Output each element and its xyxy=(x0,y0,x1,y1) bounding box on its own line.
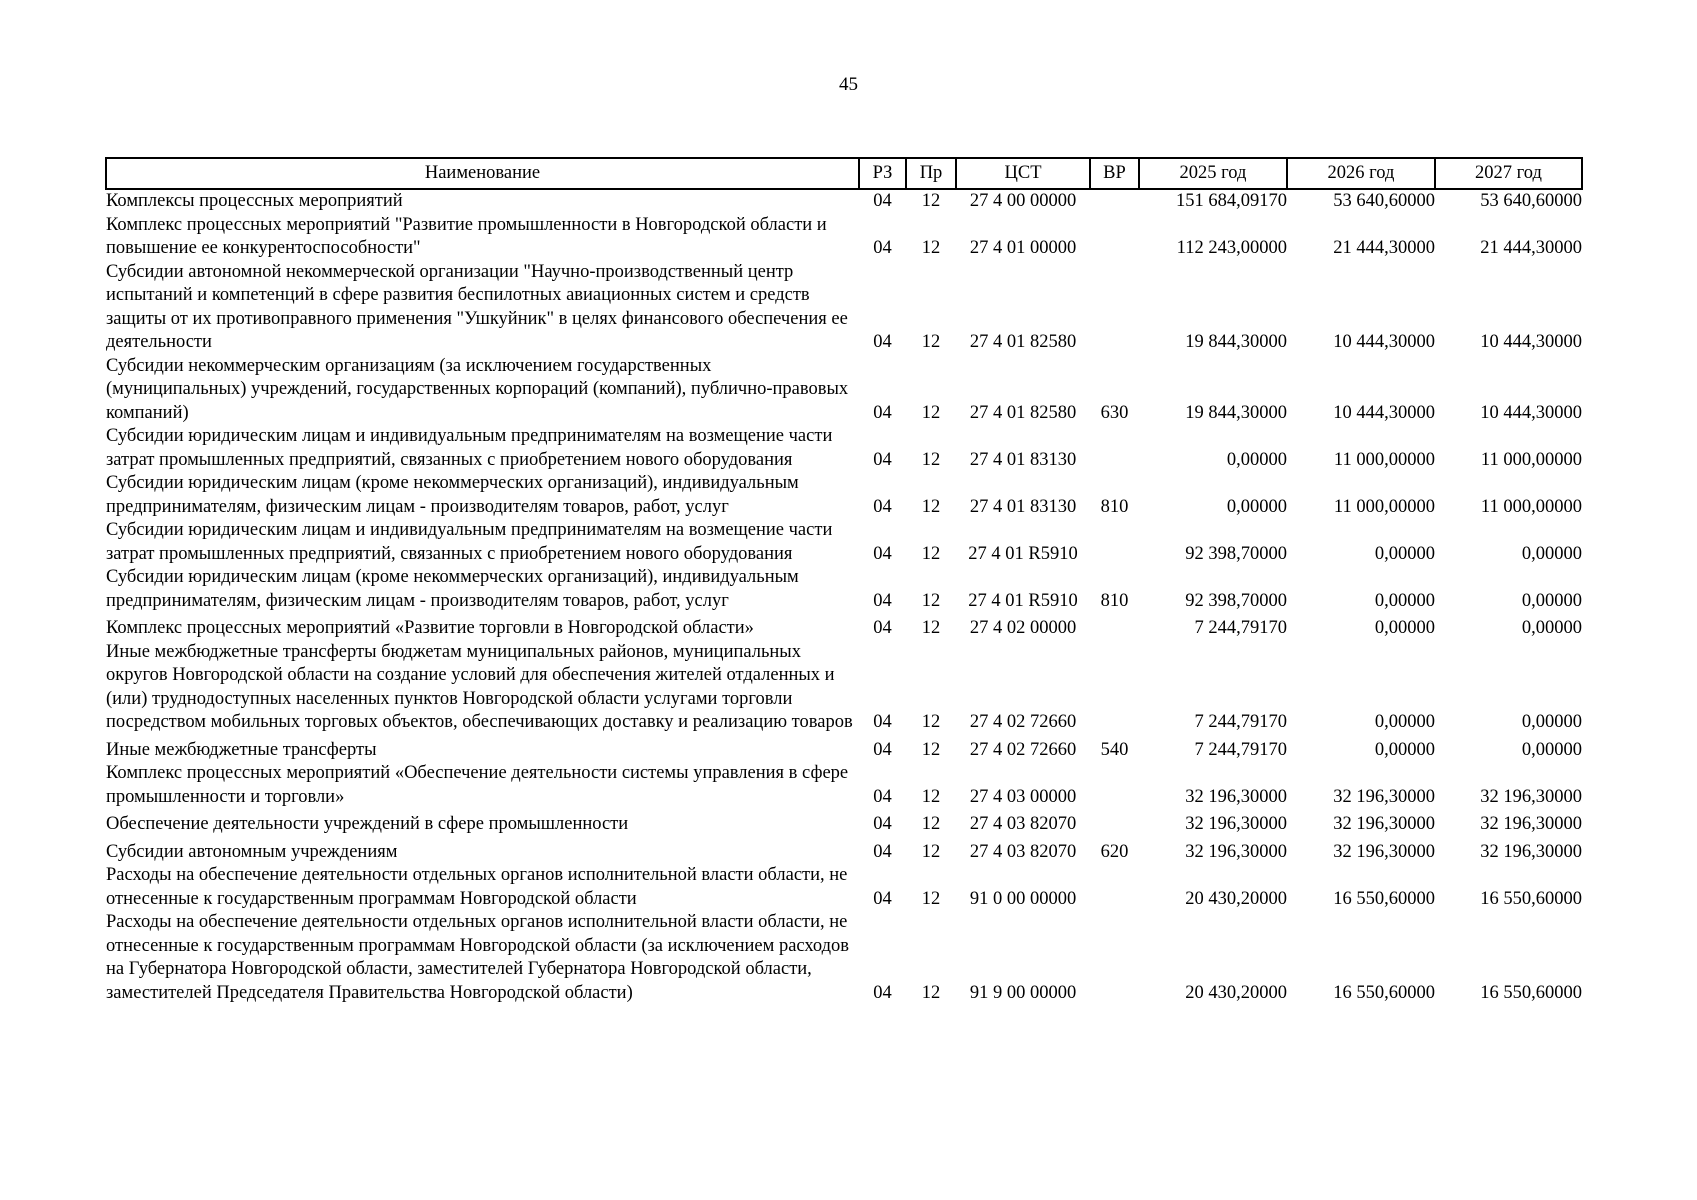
row-2027: 32 196,30000 xyxy=(1480,786,1582,807)
page-number: 45 xyxy=(839,74,858,95)
row-rz: 04 xyxy=(873,712,892,732)
row-name: Субсидии юридическим лицам (кроме некоммерческих организаций), индивидуальным предпринимателям, физическим лицам - производителям товаров, работ, услуг xyxy=(106,567,799,611)
row-name: Комплекс процессных мероприятий «Развитие торговли в Новгородской области» xyxy=(106,618,754,638)
row-2025: 20 430,20000 xyxy=(1185,888,1287,909)
row-2027: 0,00000 xyxy=(1521,618,1582,638)
row-pr: 12 xyxy=(921,888,941,909)
row-2027: 0,00000 xyxy=(1521,739,1582,760)
row-pr: 12 xyxy=(921,238,941,258)
table-body xyxy=(106,189,1582,1005)
row-2026: 11 000,00000 xyxy=(1333,496,1435,517)
row-pr: 12 xyxy=(921,618,941,638)
row-2027: 53 640,60000 xyxy=(1480,191,1582,211)
table-header xyxy=(106,158,1582,189)
row-2026: 11 000,00000 xyxy=(1333,449,1435,470)
row-2026: 32 196,30000 xyxy=(1333,841,1435,862)
table-row xyxy=(106,762,1582,809)
header-2026: 2026 год xyxy=(1287,158,1435,189)
row-name: Субсидии юридическим лицам и индивидуальным предпринимателям на возмещение части затрат промышленных предприятий, связанных с приобретением нового оборудования xyxy=(106,520,833,564)
row-vr xyxy=(1090,911,1139,1005)
row-vr xyxy=(1090,214,1139,261)
row-2025: 0,00000 xyxy=(1226,449,1287,470)
row-vr: 630 xyxy=(1100,402,1129,423)
row-2025: 7 244,79170 xyxy=(1194,618,1287,638)
row-rz: 04 xyxy=(873,238,892,258)
row-2027: 10 444,30000 xyxy=(1480,402,1582,423)
header-cst: ЦСТ xyxy=(956,158,1090,189)
row-rz: 04 xyxy=(873,982,892,1003)
row-pr: 12 xyxy=(921,449,941,470)
row-2026: 10 444,30000 xyxy=(1333,402,1435,423)
row-vr xyxy=(1090,189,1139,214)
header-2027: 2027 год xyxy=(1435,158,1582,189)
row-name: Расходы на обеспечение деятельности отдельных органов исполнительной власти области, не отнесенные к государственным программам Новгородской области (за исключением расходов на Губернатора Новгородской области, заместителей Губернатора Новгородской области, заместителей Председателя Правительства Новгородской области) xyxy=(106,912,850,1003)
header-name: Наименование xyxy=(106,158,859,189)
row-2026: 32 196,30000 xyxy=(1333,814,1435,834)
row-pr: 12 xyxy=(921,982,941,1003)
row-2027: 16 550,60000 xyxy=(1480,982,1582,1003)
table-row xyxy=(106,641,1582,735)
row-2026: 21 444,30000 xyxy=(1333,238,1435,258)
row-vr: 810 xyxy=(1100,496,1129,517)
row-cst: 27 4 01 83130 xyxy=(969,496,1077,517)
row-2025: 19 844,30000 xyxy=(1185,332,1287,352)
header-pr: Пр xyxy=(906,158,956,189)
row-2025: 20 430,20000 xyxy=(1185,982,1287,1003)
row-2026: 10 444,30000 xyxy=(1333,332,1435,352)
table-row xyxy=(106,613,1582,641)
row-2025: 151 684,09170 xyxy=(1176,191,1287,211)
row-rz: 04 xyxy=(873,191,892,211)
table-row xyxy=(106,519,1582,566)
row-cst: 27 4 00 00000 xyxy=(969,191,1077,211)
row-cst: 91 0 00 00000 xyxy=(969,888,1077,909)
row-cst: 27 4 03 00000 xyxy=(969,786,1077,807)
row-cst: 27 4 03 82070 xyxy=(969,841,1077,862)
row-2025: 7 244,79170 xyxy=(1194,712,1287,732)
table-row xyxy=(106,355,1582,426)
row-vr xyxy=(1090,519,1139,566)
row-name: Комплексы процессных мероприятий xyxy=(106,191,403,211)
row-cst: 91 9 00 00000 xyxy=(969,982,1077,1003)
header-row xyxy=(106,158,1582,189)
table-row xyxy=(106,809,1582,837)
row-2027: 11 000,00000 xyxy=(1480,449,1582,470)
row-cst: 27 4 02 72660 xyxy=(969,712,1077,732)
row-2026: 16 550,60000 xyxy=(1333,982,1435,1003)
row-rz: 04 xyxy=(873,590,892,611)
row-pr: 12 xyxy=(921,543,941,564)
row-2025: 92 398,70000 xyxy=(1185,543,1287,564)
row-2026: 16 550,60000 xyxy=(1333,888,1435,909)
row-name: Субсидии юридическим лицам (кроме некоммерческих организаций), индивидуальным предпринимателям, физическим лицам - производителям товаров, работ, услуг xyxy=(106,473,799,517)
table-row xyxy=(106,214,1582,261)
row-cst: 27 4 03 82070 xyxy=(969,814,1077,834)
row-rz: 04 xyxy=(873,888,892,909)
row-2026: 53 640,60000 xyxy=(1333,191,1435,211)
row-name: Субсидии некоммерческим организациям (за исключением государственных (муниципальных) учреждений, государственных корпораций (компаний), публично-правовых компаний) xyxy=(106,355,849,423)
table-row xyxy=(106,837,1582,865)
row-name: Субсидии юридическим лицам и индивидуальным предпринимателям на возмещение части затрат промышленных предприятий, связанных с приобретением нового оборудования xyxy=(106,426,833,470)
row-rz: 04 xyxy=(873,814,892,834)
row-rz: 04 xyxy=(873,402,892,423)
table-row xyxy=(106,911,1582,1005)
table-row xyxy=(106,864,1582,911)
row-cst: 27 4 02 00000 xyxy=(969,618,1077,638)
row-pr: 12 xyxy=(921,191,941,211)
row-rz: 04 xyxy=(873,618,892,638)
row-2025: 0,00000 xyxy=(1226,496,1287,517)
row-cst: 27 4 01 83130 xyxy=(969,449,1077,470)
row-cst: 27 4 01 R5910 xyxy=(968,590,1078,611)
row-rz: 04 xyxy=(873,332,892,352)
row-2027: 11 000,00000 xyxy=(1480,496,1582,517)
row-name: Субсидии автономной некоммерческой организации "Научно-производственный центр испытаний и компетенций в сфере развития беспилотных авиационных систем и средств защиты от их противоправного применения "Ушкуйник" в целях финансового обеспечения ее деятельности xyxy=(106,261,848,352)
row-2026: 0,00000 xyxy=(1374,739,1435,760)
row-2027: 10 444,30000 xyxy=(1480,332,1582,352)
row-pr: 12 xyxy=(921,814,941,834)
row-rz: 04 xyxy=(873,543,892,564)
row-2026: 0,00000 xyxy=(1374,590,1435,611)
table-row xyxy=(106,735,1582,763)
row-cst: 27 4 01 00000 xyxy=(969,238,1077,258)
table-row xyxy=(106,189,1582,214)
table-row xyxy=(106,472,1582,519)
row-vr xyxy=(1090,261,1139,355)
row-vr xyxy=(1090,809,1139,837)
row-2025: 7 244,79170 xyxy=(1194,739,1287,760)
header-rz: РЗ xyxy=(859,158,906,189)
row-vr xyxy=(1090,762,1139,809)
row-vr: 810 xyxy=(1100,590,1129,611)
row-pr: 12 xyxy=(921,496,941,517)
row-vr xyxy=(1090,613,1139,641)
table-row xyxy=(106,425,1582,472)
row-2027: 32 196,30000 xyxy=(1480,841,1582,862)
row-2027: 0,00000 xyxy=(1521,590,1582,611)
row-cst: 27 4 01 82580 xyxy=(969,402,1077,423)
row-vr xyxy=(1090,864,1139,911)
row-vr: 620 xyxy=(1100,841,1129,862)
row-2026: 0,00000 xyxy=(1374,618,1435,638)
row-2027: 21 444,30000 xyxy=(1480,238,1582,258)
row-2026: 0,00000 xyxy=(1374,543,1435,564)
table-row xyxy=(106,566,1582,613)
row-rz: 04 xyxy=(873,786,892,807)
row-name: Субсидии автономным учреждениям xyxy=(106,841,398,862)
row-name: Расходы на обеспечение деятельности отдельных органов исполнительной власти области, не отнесенные к государственным программам Новгородской области xyxy=(106,865,848,909)
row-name: Комплекс процессных мероприятий «Обеспечение деятельности системы управления в сфере промышленности и торговли» xyxy=(106,763,849,807)
row-2025: 32 196,30000 xyxy=(1185,841,1287,862)
row-2025: 112 243,00000 xyxy=(1176,238,1287,258)
row-2027: 0,00000 xyxy=(1521,712,1582,732)
row-2025: 19 844,30000 xyxy=(1185,402,1287,423)
row-cst: 27 4 01 R5910 xyxy=(968,543,1078,564)
row-name: Иные межбюджетные трансферты бюджетам муниципальных районов, муниципальных округов Новгородской области на создание условий для обеспечения жителей отдаленных и (или) труднодоступных населенных пунктов Новгородской области услугами торговли посредством мобильных торговых объектов, обеспечивающих доставку и реализацию товаров xyxy=(106,641,853,732)
row-2026: 0,00000 xyxy=(1374,712,1435,732)
row-2026: 32 196,30000 xyxy=(1333,786,1435,807)
row-cst: 27 4 02 72660 xyxy=(969,739,1077,760)
row-pr: 12 xyxy=(921,786,941,807)
row-rz: 04 xyxy=(873,449,892,470)
row-rz: 04 xyxy=(873,739,892,760)
row-pr: 12 xyxy=(921,590,941,611)
row-name: Комплекс процессных мероприятий "Развитие промышленности в Новгородской области и повышение ее конкурентоспособности" xyxy=(106,214,827,258)
header-vr: ВР xyxy=(1090,158,1139,189)
row-pr: 12 xyxy=(921,402,941,423)
row-2025: 32 196,30000 xyxy=(1185,814,1287,834)
row-vr xyxy=(1090,641,1139,735)
row-2027: 32 196,30000 xyxy=(1480,814,1582,834)
row-cst: 27 4 01 82580 xyxy=(969,332,1077,352)
row-rz: 04 xyxy=(873,496,892,517)
row-pr: 12 xyxy=(921,739,941,760)
row-vr xyxy=(1090,425,1139,472)
budget-table xyxy=(105,157,1583,1005)
row-2027: 16 550,60000 xyxy=(1480,888,1582,909)
header-2025: 2025 год xyxy=(1139,158,1287,189)
row-2027: 0,00000 xyxy=(1521,543,1582,564)
row-rz: 04 xyxy=(873,841,892,862)
row-name: Иные межбюджетные трансферты xyxy=(106,739,377,760)
table-row xyxy=(106,261,1582,355)
row-2025: 32 196,30000 xyxy=(1185,786,1287,807)
row-name: Обеспечение деятельности учреждений в сфере промышленности xyxy=(106,814,629,834)
row-2025: 92 398,70000 xyxy=(1185,590,1287,611)
row-pr: 12 xyxy=(921,841,941,862)
row-pr: 12 xyxy=(921,712,941,732)
row-vr: 540 xyxy=(1100,739,1129,760)
row-pr: 12 xyxy=(921,332,941,352)
